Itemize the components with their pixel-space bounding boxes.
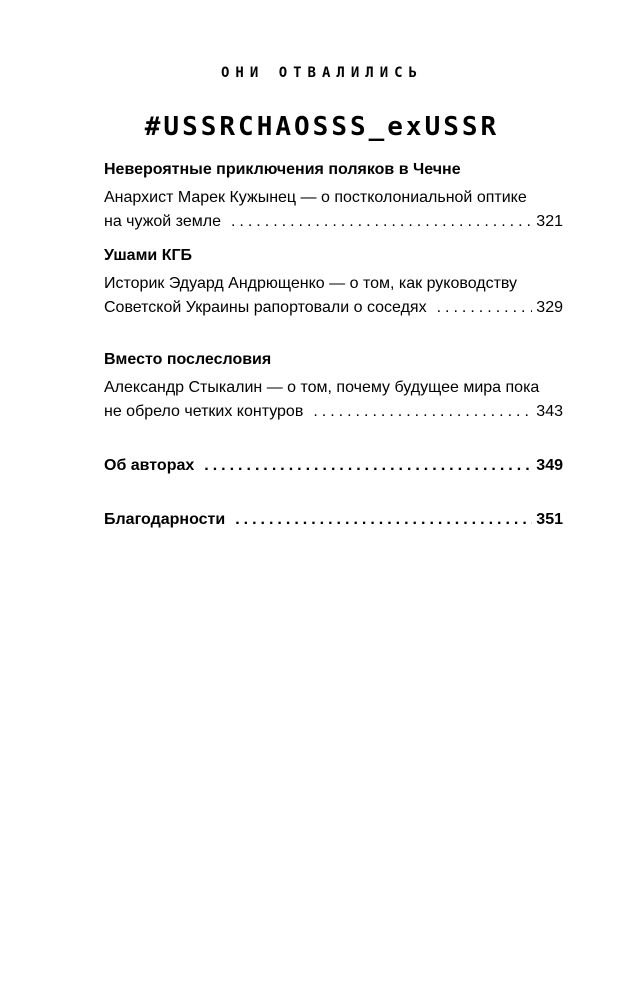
toc-entry-title: Благодарности (104, 511, 226, 528)
toc-entry-description: Историк Эдуард Андрющенко — о том, как руководству (104, 275, 518, 292)
toc-entry-title: Невероятные приключения поляков в Чечне (104, 161, 461, 178)
dot-leader (313, 400, 532, 424)
toc-acknowledgements (104, 508, 563, 532)
toc-entry (104, 348, 563, 424)
dot-leader (231, 210, 532, 234)
page-number: 321 (536, 213, 563, 230)
dot-leader (437, 296, 533, 320)
toc-entry (104, 158, 563, 234)
toc-entry-leader (104, 210, 563, 234)
page-number: 343 (536, 403, 563, 420)
toc-entry-description: Анархист Марек Кужынец — о постколониальной оптике (104, 189, 527, 206)
toc-entry-description: Александр Стыкалин — о том, почему будущее мира пока (104, 379, 540, 396)
dot-leader (204, 454, 532, 478)
toc-entry-description: на чужой земле (104, 213, 221, 230)
page-number: 351 (536, 511, 563, 528)
section-tag: #USSRCHAOSSS_exUSSR (144, 112, 500, 142)
toc-entry-description: не обрело четких контуров (104, 403, 304, 420)
toc-entry-description: Советской Украины рапортовали о соседях (104, 299, 427, 316)
toc-entry-title: Ушами КГБ (104, 247, 193, 264)
page-number: 329 (536, 299, 563, 316)
dot-leader (235, 508, 532, 532)
toc-entry-title: Вместо послесловия (104, 351, 272, 368)
toc-entry-title: Об авторах (104, 457, 195, 474)
toc-entry-leader (104, 296, 563, 320)
page-number: 349 (536, 457, 563, 474)
toc-entry-leader (104, 400, 563, 424)
toc-about-authors (104, 454, 563, 478)
toc-entry (104, 244, 563, 320)
book-title: ОНИ ОТВАЛИЛИСЬ (220, 65, 423, 81)
